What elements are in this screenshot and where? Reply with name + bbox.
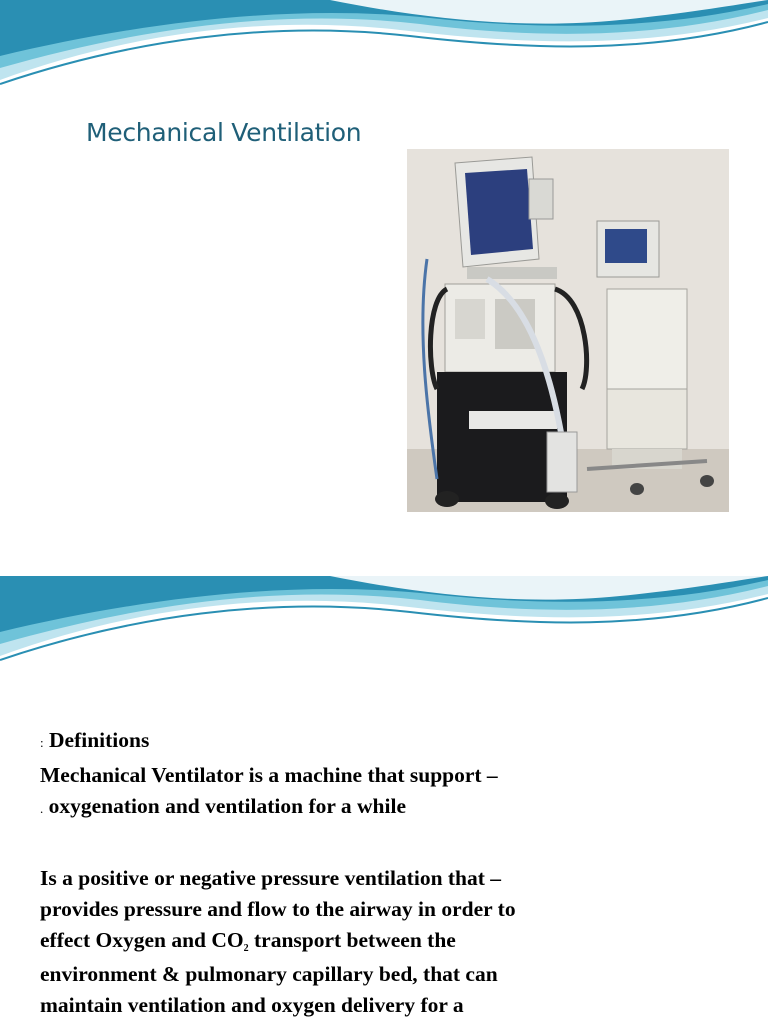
definition-line: Mechanical Ventilator is a machine that support –	[40, 763, 498, 787]
definition-line: maintain ventilation and oxygen delivery for a	[40, 993, 464, 1017]
definition-line: provides pressure and flow to the airway in order to	[40, 897, 516, 921]
definition-line: Is a positive or negative pressure ventilation that –	[40, 866, 502, 890]
header-wave-decoration	[0, 0, 768, 95]
definition-line: . oxygenation and ventilation for a while	[40, 794, 406, 818]
slide-2	[0, 576, 768, 1024]
definition-line: effect Oxygen and $CO_2$ transport between the	[40, 928, 456, 954]
header-wave-decoration	[0, 576, 768, 671]
definitions-heading: : Definitions	[40, 728, 150, 752]
definition-line: environment & pulmonary capillary bed, that can	[40, 962, 498, 986]
slide-title: Mechanical Ventilation	[86, 118, 362, 147]
ventilator-machine-photo	[407, 149, 729, 512]
